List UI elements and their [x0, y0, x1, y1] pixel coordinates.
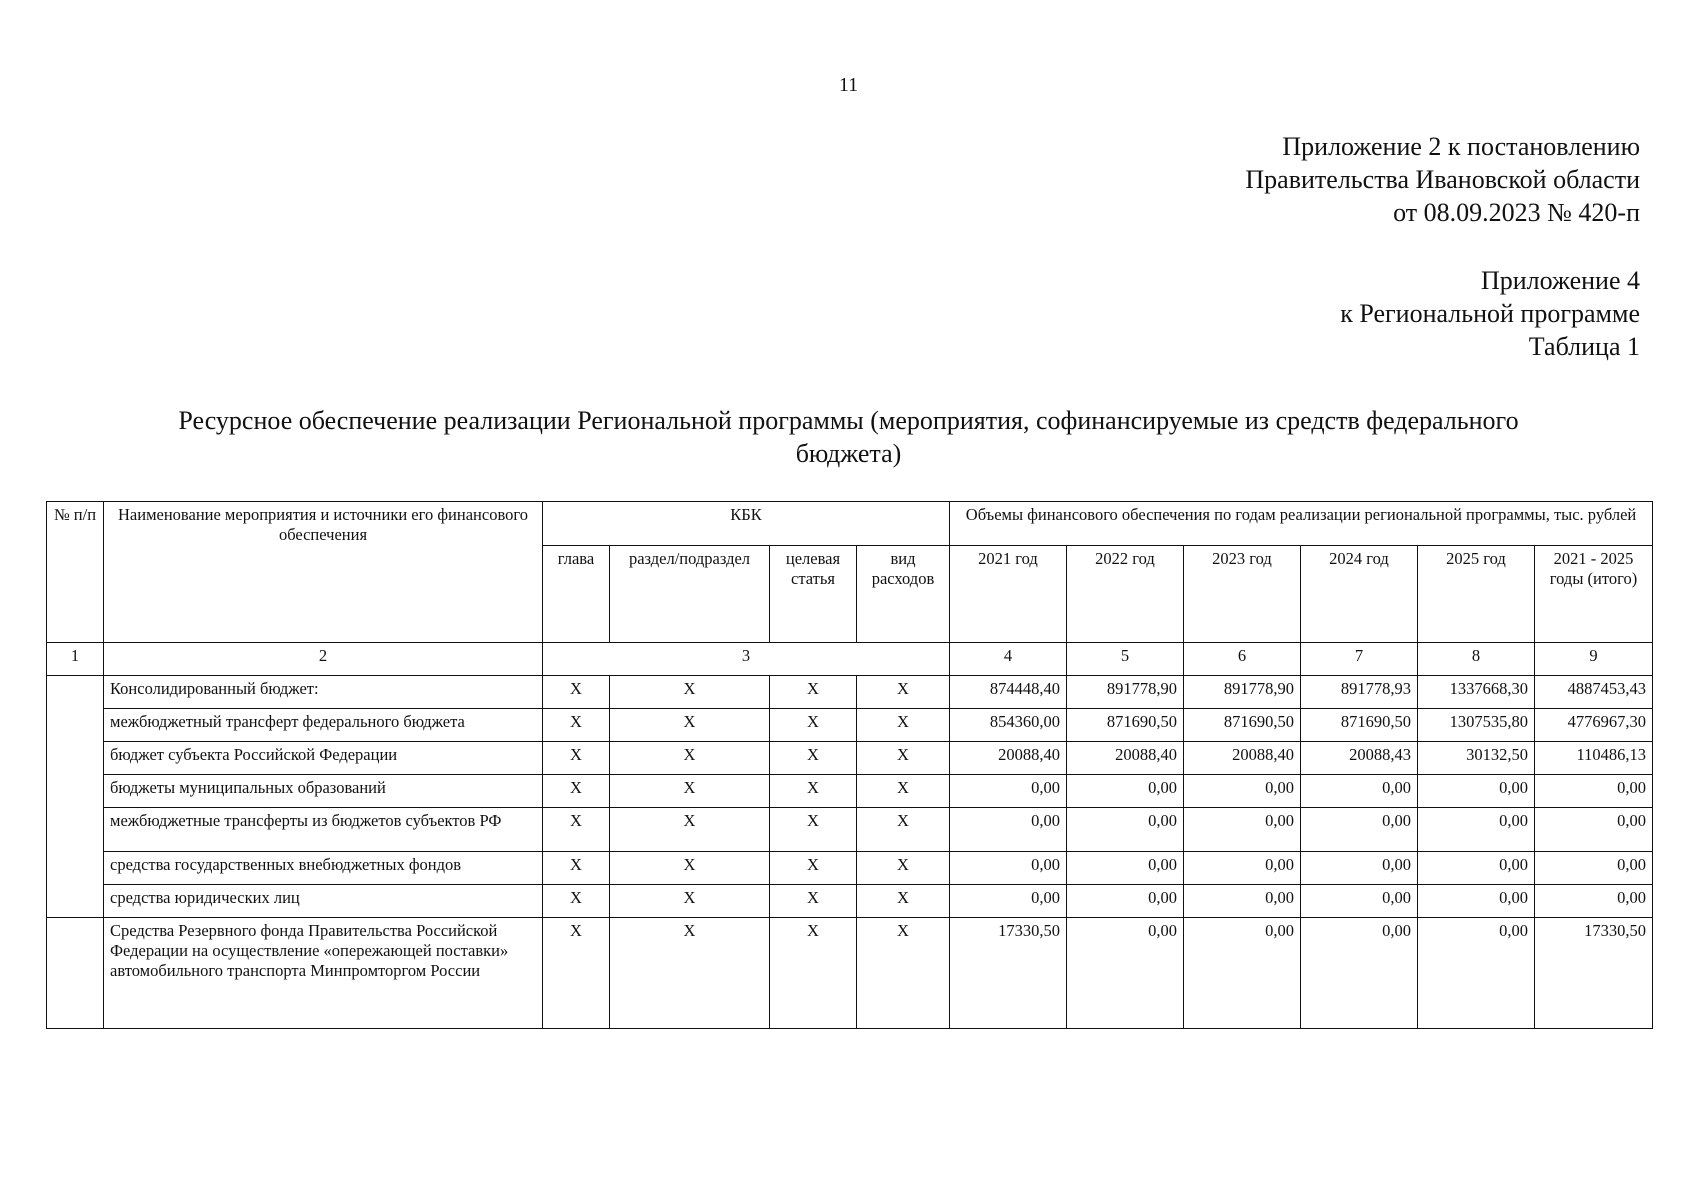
cell-total: 0,00 — [1535, 808, 1653, 852]
row-name: межбюджетный трансферт федерального бюджета — [104, 709, 543, 742]
cell-2024: 0,00 — [1301, 775, 1418, 808]
cell-2021: 854360,00 — [950, 709, 1067, 742]
cell-vid: X — [857, 852, 950, 885]
cell-razdel: X — [610, 676, 770, 709]
cell-2023: 0,00 — [1184, 808, 1301, 852]
cell-total: 17330,50 — [1535, 918, 1653, 1029]
row-name: бюджеты муниципальных образований — [104, 775, 543, 808]
column-number: 2 — [104, 643, 543, 676]
header-2023: 2023 год — [1184, 546, 1301, 643]
cell-2022: 0,00 — [1067, 885, 1184, 918]
cell-razdel: X — [610, 885, 770, 918]
cell-2023: 0,00 — [1184, 918, 1301, 1029]
cell-2025: 0,00 — [1418, 775, 1535, 808]
cell-glava: X — [543, 808, 610, 852]
cell-2024: 871690,50 — [1301, 709, 1418, 742]
appendix-line: Правительства Ивановской области — [1245, 165, 1640, 194]
cell-2022: 891778,90 — [1067, 676, 1184, 709]
cell-2024: 0,00 — [1301, 808, 1418, 852]
cell-glava: X — [543, 742, 610, 775]
cell-total: 4776967,30 — [1535, 709, 1653, 742]
cell-2023: 871690,50 — [1184, 709, 1301, 742]
cell-2024: 0,00 — [1301, 918, 1418, 1029]
cell-glava: X — [543, 918, 610, 1029]
cell-2022: 0,00 — [1067, 808, 1184, 852]
cell-2024: 20088,43 — [1301, 742, 1418, 775]
appendix-line: Приложение 2 к постановлению — [1282, 132, 1640, 161]
cell-2023: 0,00 — [1184, 852, 1301, 885]
column-number: 1 — [47, 643, 104, 676]
header-funding: Объемы финансового обеспечения по годам реализации региональной программы, тыс. рублей — [950, 502, 1653, 546]
cell-2023: 891778,90 — [1184, 676, 1301, 709]
cell-2021: 0,00 — [950, 885, 1067, 918]
cell-2021: 17330,50 — [950, 918, 1067, 1029]
header-2024: 2024 год — [1301, 546, 1418, 643]
cell-vid: X — [857, 676, 950, 709]
table-row — [47, 742, 1653, 775]
cell-celevaya: X — [770, 852, 857, 885]
column-number: 4 — [950, 643, 1067, 676]
title-line: Ресурсное обеспечение реализации Региональной программы (мероприятия, софинансируемые из средств федерального — [178, 406, 1519, 435]
cell-glava: X — [543, 775, 610, 808]
column-number-row — [47, 643, 1653, 676]
cell-celevaya: X — [770, 676, 857, 709]
cell-2021: 20088,40 — [950, 742, 1067, 775]
column-number: 3 — [543, 643, 950, 676]
table-row — [47, 885, 1653, 918]
cell-celevaya: X — [770, 885, 857, 918]
table-row — [47, 852, 1653, 885]
cell-celevaya: X — [770, 775, 857, 808]
appendix-line: Приложение 4 — [1480, 266, 1640, 295]
header-name: Наименование мероприятия и источники его финансового обеспечения — [104, 502, 543, 643]
cell-2025: 1307535,80 — [1418, 709, 1535, 742]
cell-razdel: X — [610, 852, 770, 885]
header-kbk: КБК — [543, 502, 950, 546]
cell-2025: 0,00 — [1418, 852, 1535, 885]
cell-2025: 1337668,30 — [1418, 676, 1535, 709]
header-2025: 2025 год — [1418, 546, 1535, 643]
header-num: № п/п — [47, 502, 104, 643]
cell-total: 0,00 — [1535, 775, 1653, 808]
cell-2025: 0,00 — [1418, 885, 1535, 918]
appendix-2-header — [1245, 130, 1640, 229]
row-name: Средства Резервного фонда Правительства Российской Федерации на осуществление «опережающей поставки» автомобильного транспорта Минпромторгом России — [104, 918, 543, 1029]
header-2021: 2021 год — [950, 546, 1067, 643]
cell-razdel: X — [610, 918, 770, 1029]
cell-2022: 0,00 — [1067, 918, 1184, 1029]
table-row — [47, 709, 1653, 742]
row-number-cell — [47, 918, 104, 1029]
cell-glava: X — [543, 709, 610, 742]
cell-2024: 891778,93 — [1301, 676, 1418, 709]
cell-2023: 20088,40 — [1184, 742, 1301, 775]
row-name: бюджет субъекта Российской Федерации — [104, 742, 543, 775]
cell-2025: 30132,50 — [1418, 742, 1535, 775]
cell-celevaya: X — [770, 742, 857, 775]
cell-2021: 0,00 — [950, 808, 1067, 852]
cell-vid: X — [857, 885, 950, 918]
cell-2024: 0,00 — [1301, 852, 1418, 885]
cell-glava: X — [543, 885, 610, 918]
table-row — [47, 808, 1653, 852]
cell-vid: X — [857, 918, 950, 1029]
cell-razdel: X — [610, 775, 770, 808]
header-vid: вид расходов — [857, 546, 950, 643]
cell-celevaya: X — [770, 808, 857, 852]
appendix-line: к Региональной программе — [1340, 299, 1640, 328]
cell-2022: 0,00 — [1067, 852, 1184, 885]
page-number: 11 — [838, 74, 859, 96]
cell-glava: X — [543, 852, 610, 885]
cell-razdel: X — [610, 709, 770, 742]
row-number-cell — [47, 676, 104, 918]
column-number: 9 — [1535, 643, 1653, 676]
table-label: Таблица 1 — [1528, 332, 1640, 361]
header-total: 2021 - 2025 годы (итого) — [1535, 546, 1653, 643]
table-row — [47, 676, 1653, 709]
cell-vid: X — [857, 742, 950, 775]
cell-razdel: X — [610, 742, 770, 775]
cell-2021: 874448,40 — [950, 676, 1067, 709]
title-line: бюджета) — [795, 439, 902, 468]
cell-2023: 0,00 — [1184, 775, 1301, 808]
cell-2021: 0,00 — [950, 852, 1067, 885]
header-2022: 2022 год — [1067, 546, 1184, 643]
header-celevaya: целевая статья — [770, 546, 857, 643]
header-glava: глава — [543, 546, 610, 643]
cell-vid: X — [857, 709, 950, 742]
cell-2021: 0,00 — [950, 775, 1067, 808]
column-number: 8 — [1418, 643, 1535, 676]
table-row — [47, 775, 1653, 808]
cell-razdel: X — [610, 808, 770, 852]
appendix-line: от 08.09.2023 № 420-п — [1393, 198, 1640, 227]
row-name: межбюджетные трансферты из бюджетов субъектов РФ — [104, 808, 543, 852]
cell-2025: 0,00 — [1418, 808, 1535, 852]
cell-total: 4887453,43 — [1535, 676, 1653, 709]
cell-vid: X — [857, 775, 950, 808]
resource-table — [46, 501, 1653, 1029]
cell-2022: 20088,40 — [1067, 742, 1184, 775]
appendix-4-header — [1340, 264, 1640, 363]
column-number: 7 — [1301, 643, 1418, 676]
cell-vid: X — [857, 808, 950, 852]
cell-2024: 0,00 — [1301, 885, 1418, 918]
row-name: средства государственных внебюджетных фондов — [104, 852, 543, 885]
cell-total: 0,00 — [1535, 885, 1653, 918]
cell-2022: 871690,50 — [1067, 709, 1184, 742]
row-name: Консолидированный бюджет: — [104, 676, 543, 709]
cell-celevaya: X — [770, 709, 857, 742]
cell-2022: 0,00 — [1067, 775, 1184, 808]
cell-total: 0,00 — [1535, 852, 1653, 885]
cell-total: 110486,13 — [1535, 742, 1653, 775]
cell-2025: 0,00 — [1418, 918, 1535, 1029]
cell-2023: 0,00 — [1184, 885, 1301, 918]
table-row — [47, 918, 1653, 1029]
column-number: 6 — [1184, 643, 1301, 676]
row-name: средства юридических лиц — [104, 885, 543, 918]
cell-glava: X — [543, 676, 610, 709]
column-number: 5 — [1067, 643, 1184, 676]
document-title — [80, 404, 1617, 470]
cell-celevaya: X — [770, 918, 857, 1029]
header-razdel: раздел/подраздел — [610, 546, 770, 643]
